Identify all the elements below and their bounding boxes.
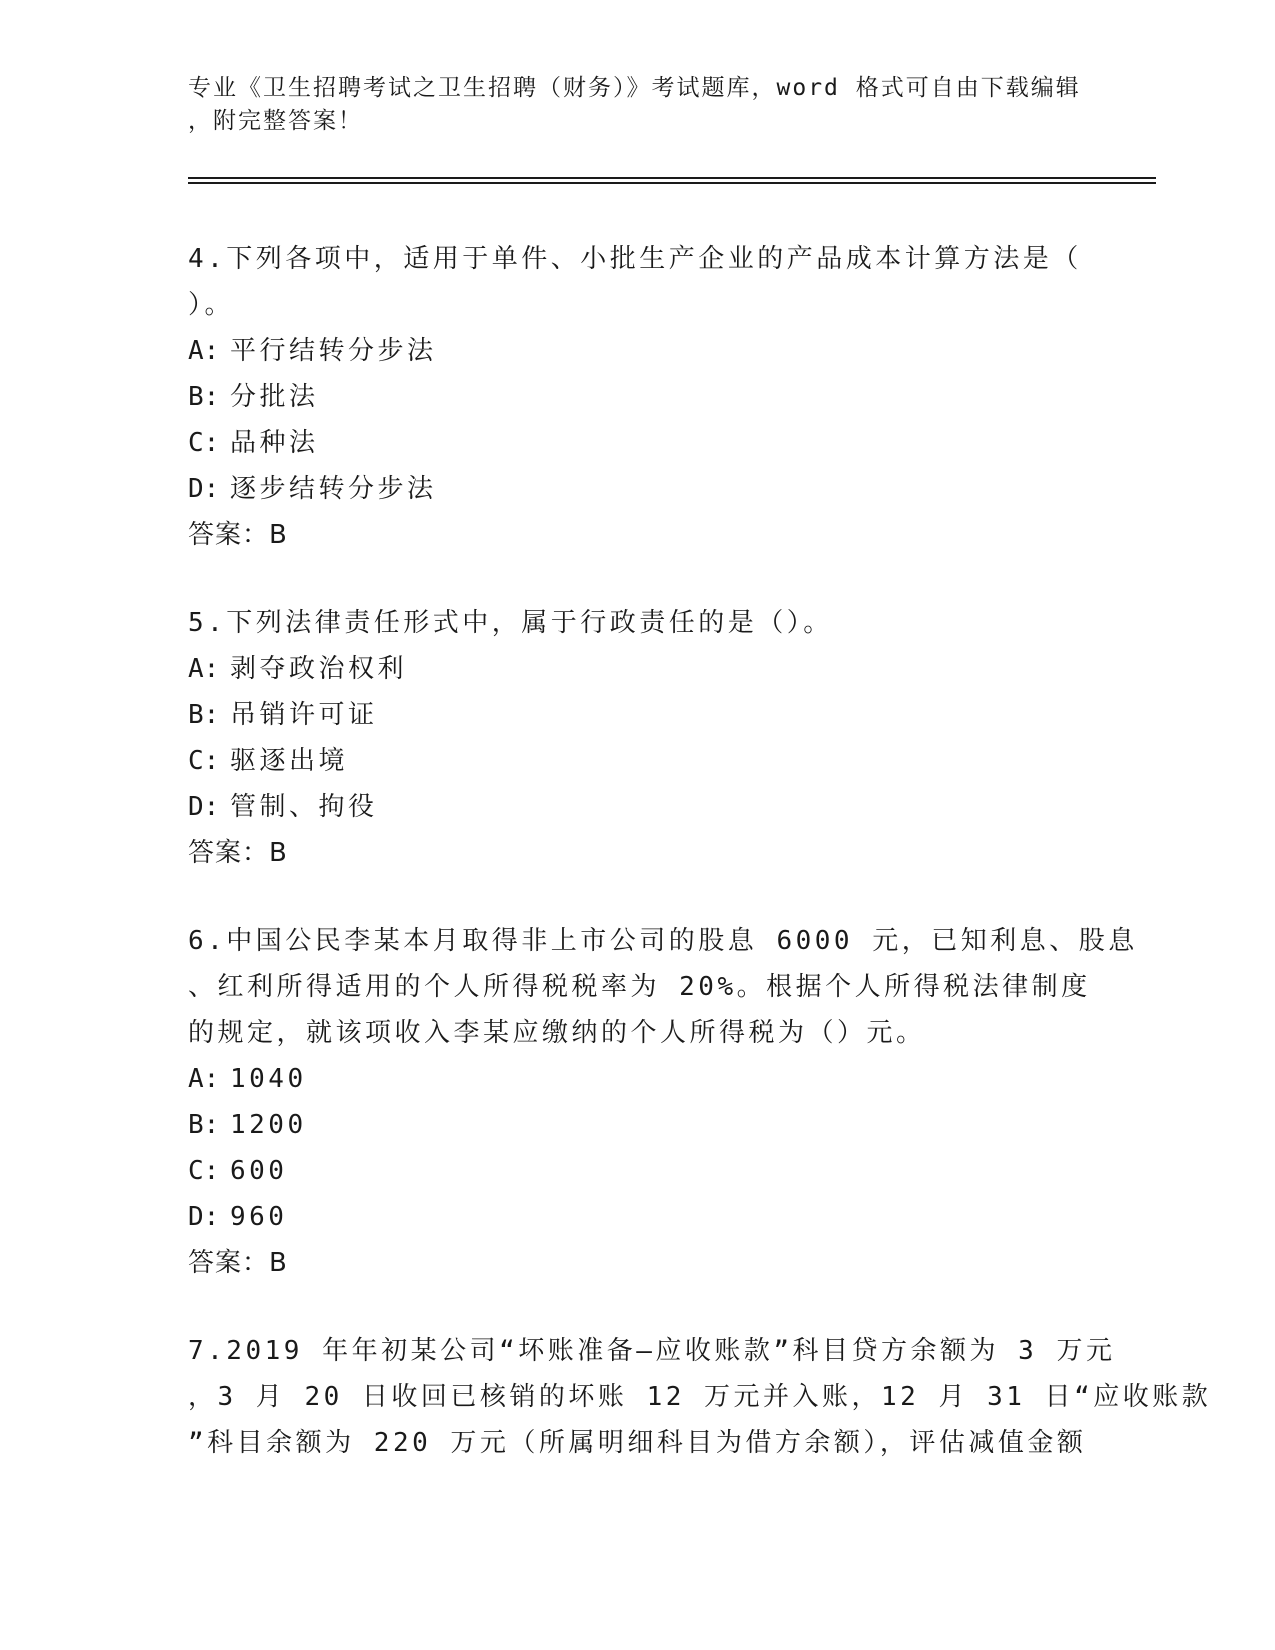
option-letter: C: [188,746,220,776]
option-letter: D: [188,792,220,822]
option-letter: B: [188,700,220,730]
option-letter: B: [188,1110,220,1140]
option-text: 1200 [230,1110,307,1140]
option-c [188,738,1088,784]
question-text-line: 、红利所得适用的个人所得税税率为 20%。根据个人所得税法律制度 [188,972,1091,1002]
option-b [188,692,1088,738]
option-d [188,1194,1088,1240]
question-5 [188,600,1088,876]
option-text: 1040 [230,1064,307,1094]
option-letter: A: [188,654,220,684]
option-text: 驱逐出境 [230,746,349,776]
option-text: 960 [230,1202,288,1232]
document-header [188,72,1088,138]
option-text: 品种法 [230,428,319,458]
question-4 [188,236,1088,558]
header-line-1: 专业《卫生招聘考试之卫生招聘（财务）》考试题库，word 格式可自由下载编辑 [188,75,1081,101]
header-divider-top [188,177,1156,179]
option-c [188,1148,1088,1194]
option-letter: A: [188,336,220,366]
option-c [188,420,1088,466]
option-b [188,1102,1088,1148]
question-text-line: 5.下列法律责任形式中，属于行政责任的是（）。 [188,608,833,638]
question-6 [188,918,1138,1286]
option-a [188,1056,1088,1102]
answer-line: 答案：B [188,520,288,550]
option-letter: C: [188,428,220,458]
question-text-line: ”科目余额为 220 万元（所属明细科目为借方余额），评估减值金额 [188,1428,1087,1458]
question-7 [188,1328,1212,1466]
answer-line: 答案：B [188,1248,288,1278]
header-divider-bottom [188,182,1156,184]
option-letter: C: [188,1156,220,1186]
question-text-line: 4.下列各项中，适用于单件、小批生产企业的产品成本计算方法是（ [188,244,1082,274]
question-text-line: ，3 月 20 日收回已核销的坏账 12 万元并入账，12 月 31 日“应收账款 [188,1382,1212,1412]
option-text: 剥夺政治权利 [230,654,408,684]
option-text: 吊销许可证 [230,700,378,730]
option-d [188,784,1088,830]
option-text: 600 [230,1156,288,1186]
question-text-line: 的规定，就该项收入李某应缴纳的个人所得税为（）元。 [188,1018,926,1048]
option-a [188,646,1088,692]
option-text: 分批法 [230,382,319,412]
option-d [188,466,1088,512]
option-text: 管制、拘役 [230,792,378,822]
question-text-line: 6.中国公民李某本月取得非上市公司的股息 6000 元，已知利息、股息 [188,926,1138,956]
header-line-2: ，附完整答案！ [188,108,363,134]
answer-line: 答案：B [188,838,288,868]
option-letter: A: [188,1064,220,1094]
option-text: 逐步结转分步法 [230,474,437,504]
option-a [188,328,1088,374]
option-text: 平行结转分步法 [230,336,437,366]
question-text-line: 7.2019 年年初某公司“坏账准备—应收账款”科目贷方余额为 3 万元 [188,1336,1116,1366]
option-letter: D: [188,474,220,504]
question-text-line: ）。 [188,290,235,320]
option-b [188,374,1088,420]
option-letter: B: [188,382,220,412]
option-letter: D: [188,1202,220,1232]
